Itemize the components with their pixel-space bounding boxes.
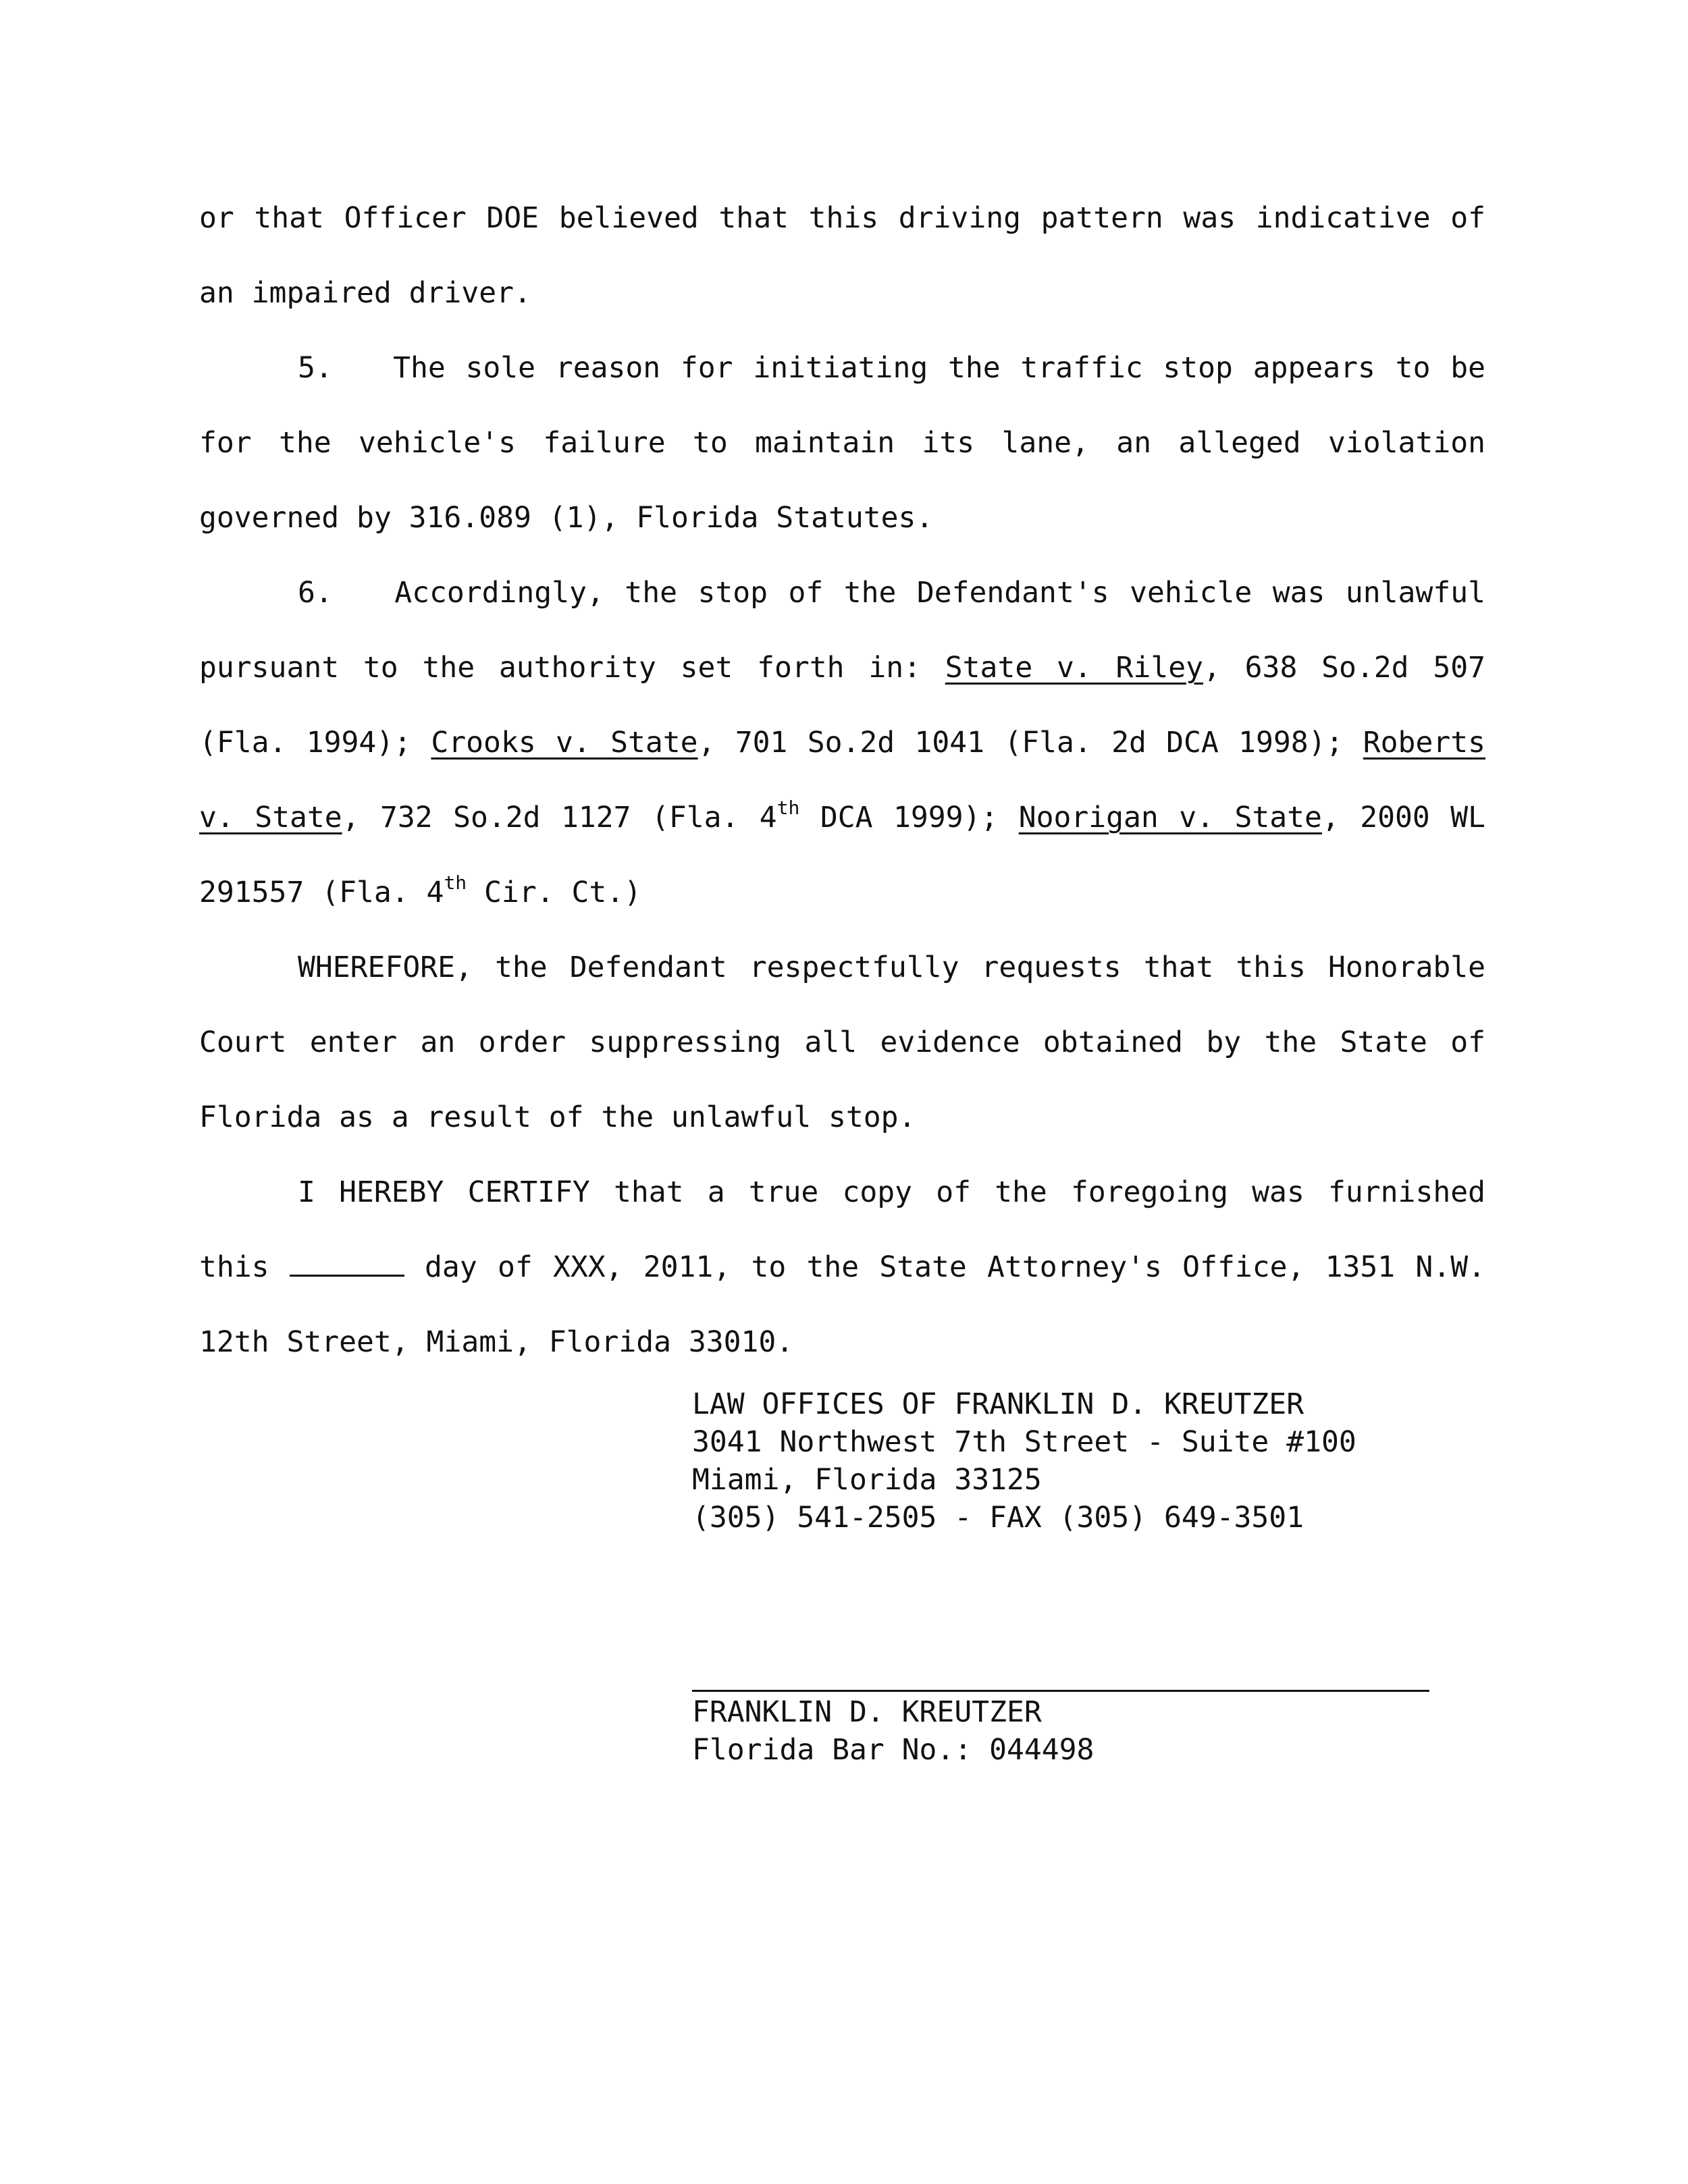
signer-name: FRANKLIN D. KREUTZER bbox=[692, 1695, 1042, 1729]
case-cite-noorigan-b: Cir. Ct.) bbox=[467, 876, 642, 909]
paragraph-5-text: The sole reason for initiating the traffic stop appears to be for the vehicle's failure to maintain its lane, an alleged violation governed by 316.089 (1), Florida Statutes. bbox=[199, 351, 1485, 535]
law-office-name: LAW OFFICES OF FRANKLIN D. KREUTZER bbox=[692, 1387, 1304, 1421]
case-cite-riley: , 638 So.2d 507 (Fla. 1994); bbox=[199, 651, 1485, 760]
paragraph-6-intro: Accordingly, the stop of the Defendant's vehicle was unlawful pursuant to the authority set forth in: bbox=[199, 576, 1485, 685]
paragraph-5-number: 5. bbox=[298, 351, 333, 385]
wherefore-text: WHEREFORE, the Defendant respectfully requests that this Honorable Court enter an order suppressing all evidence obtained by the State of Florida as a result of the unlawful stop. bbox=[199, 951, 1485, 1134]
law-office-address-line-1: 3041 Northwest 7th Street - Suite #100 bbox=[692, 1425, 1356, 1459]
case-cite-roberts-a: , 732 So.2d 1127 (Fla. 4 bbox=[342, 801, 777, 834]
paragraph-6-number: 6. bbox=[298, 576, 333, 610]
certificate-paragraph bbox=[199, 1155, 1485, 1380]
case-cite-roberts-sup: th bbox=[776, 796, 800, 819]
case-citation-crooks: Crooks v. State bbox=[431, 726, 698, 760]
law-office-phone: (305) 541-2505 - FAX (305) 649-3501 bbox=[692, 1501, 1304, 1535]
law-office-block bbox=[692, 1385, 1502, 1537]
case-cite-roberts-b: DCA 1999); bbox=[799, 801, 1019, 834]
certificate-text-b: day of XXX, 2011, to the State Attorney's Office, 1351 N.W. 12th Street, Miami, Florida 33010. bbox=[199, 1250, 1485, 1359]
paragraph-6 bbox=[199, 556, 1485, 930]
continued-paragraph bbox=[199, 181, 1485, 331]
signature-line bbox=[692, 1690, 1429, 1692]
signer-bar-number: Florida Bar No.: 044498 bbox=[692, 1733, 1094, 1767]
paragraph-5 bbox=[199, 331, 1485, 556]
document-body bbox=[199, 181, 1485, 1380]
case-cite-crooks: , 701 So.2d 1041 (Fla. 2d DCA 1998); bbox=[697, 726, 1363, 760]
certificate-text-a: I HEREBY CERTIFY that a true copy of the foregoing was furnished this bbox=[199, 1175, 1485, 1284]
case-citation-roberts: Roberts v. State bbox=[199, 726, 1485, 834]
date-blank-line bbox=[290, 1254, 404, 1277]
case-cite-noorigan-a: , 2000 WL 291557 (Fla. 4 bbox=[199, 801, 1485, 909]
case-cite-noorigan-sup: th bbox=[444, 871, 467, 894]
law-office-address-line-2: Miami, Florida 33125 bbox=[692, 1463, 1042, 1497]
case-citation-riley: State v. Riley bbox=[945, 651, 1203, 685]
wherefore-paragraph bbox=[199, 930, 1485, 1155]
case-citation-noorigan: Noorigan v. State bbox=[1018, 801, 1322, 834]
continued-paragraph-text: or that Officer DOE believed that this driving pattern was indicative of an impaired driver. bbox=[199, 201, 1485, 310]
signer-block bbox=[692, 1693, 1502, 1769]
